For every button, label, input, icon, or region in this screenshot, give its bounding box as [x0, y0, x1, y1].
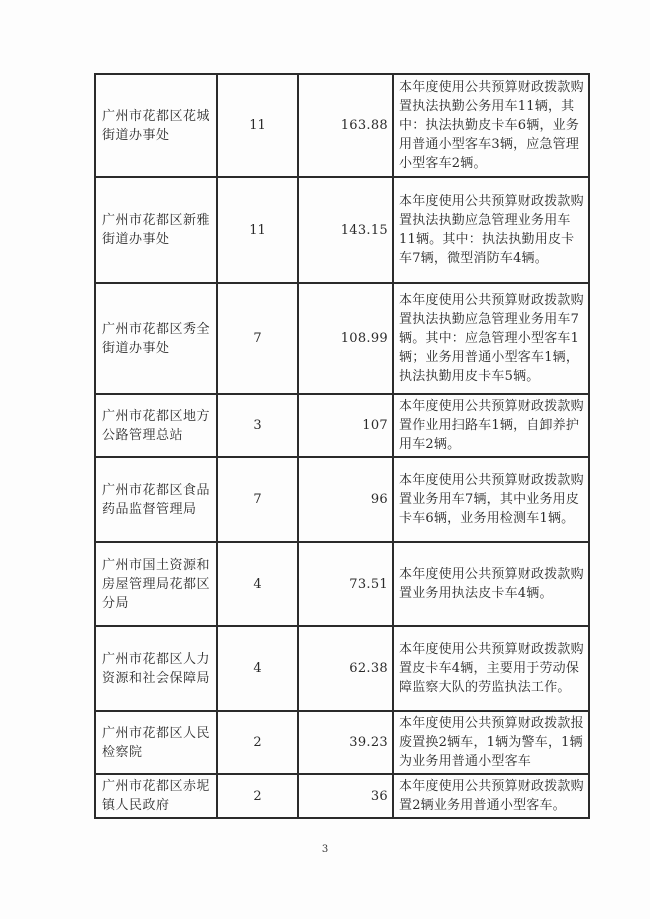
- unit-name-cell: 广州市花都区食品药品监督管理局: [95, 457, 217, 542]
- amount-cell: 107: [298, 394, 393, 457]
- description-cell: 本年度使用公共预算财政拨款购置执法执勤应急管理业务用车11辆。其中：执法执勤用皮卡车7辆，微型消防车4辆。: [393, 177, 589, 283]
- unit-name-cell: 广州市花都区花城街道办事处: [95, 74, 217, 177]
- table-row: [95, 626, 589, 711]
- vehicle-purchase-table: [94, 73, 590, 819]
- amount-cell: 39.23: [298, 711, 393, 774]
- unit-name-cell: 广州市花都区人力资源和社会保障局: [95, 626, 217, 711]
- table-row: [95, 283, 589, 394]
- unit-name-cell: 广州市国土资源和房屋管理局花都区分局: [95, 542, 217, 626]
- amount-cell: 163.88: [298, 74, 393, 177]
- description-cell: 本年度使用公共预算财政拨款购置业务用执法皮卡车4辆。: [393, 542, 589, 626]
- description-cell: 本年度使用公共预算财政拨款购置2辆业务用普通小型客车。: [393, 774, 589, 818]
- table-row: [95, 177, 589, 283]
- table-row: [95, 457, 589, 542]
- vehicle-count-cell: 2: [217, 711, 298, 774]
- vehicle-count-cell: 7: [217, 457, 298, 542]
- amount-cell: 62.38: [298, 626, 393, 711]
- page-number: 3: [321, 844, 329, 855]
- amount-cell: 143.15: [298, 177, 393, 283]
- amount-cell: 96: [298, 457, 393, 542]
- description-cell: 本年度使用公共预算财政拨款购置执法执勤应急管理业务用车7辆。其中：应急管理小型客车1辆；业务用普通小型客车1辆，执法执勤用皮卡车5辆。: [393, 283, 589, 394]
- table-row: [95, 74, 589, 177]
- table-row: [95, 774, 589, 818]
- description-cell: 本年度使用公共预算财政拨款报废置换2辆车，1辆为警车，1辆为业务用普通小型客车: [393, 711, 589, 774]
- vehicle-count-cell: 11: [217, 177, 298, 283]
- vehicle-count-cell: 2: [217, 774, 298, 818]
- description-cell: 本年度使用公共预算财政拨款购置业务用车7辆，其中业务用皮卡车6辆，业务用检测车1辆。: [393, 457, 589, 542]
- description-cell: 本年度使用公共预算财政拨款购置作业用扫路车1辆，自卸养护用车2辆。: [393, 394, 589, 457]
- amount-cell: 73.51: [298, 542, 393, 626]
- unit-name-cell: 广州市花都区人民检察院: [95, 711, 217, 774]
- unit-name-cell: 广州市花都区地方公路管理总站: [95, 394, 217, 457]
- description-cell: 本年度使用公共预算财政拨款购置执法执勤公务用车11辆，其中：执法执勤皮卡车6辆，业务用普通小型客车3辆，应急管理小型客车2辆。: [393, 74, 589, 177]
- unit-name-cell: 广州市花都区秀全街道办事处: [95, 283, 217, 394]
- vehicle-count-cell: 11: [217, 74, 298, 177]
- description-cell: 本年度使用公共预算财政拨款购置皮卡车4辆，主要用于劳动保障监察大队的劳监执法工作。: [393, 626, 589, 711]
- unit-name-cell: 广州市花都区赤坭镇人民政府: [95, 774, 217, 818]
- amount-cell: 36: [298, 774, 393, 818]
- vehicle-count-cell: 4: [217, 626, 298, 711]
- amount-cell: 108.99: [298, 283, 393, 394]
- table-row: [95, 711, 589, 774]
- table-row: [95, 394, 589, 457]
- vehicle-count-cell: 3: [217, 394, 298, 457]
- unit-name-cell: 广州市花都区新雅街道办事处: [95, 177, 217, 283]
- table-row: [95, 542, 589, 626]
- vehicle-count-cell: 7: [217, 283, 298, 394]
- vehicle-count-cell: 4: [217, 542, 298, 626]
